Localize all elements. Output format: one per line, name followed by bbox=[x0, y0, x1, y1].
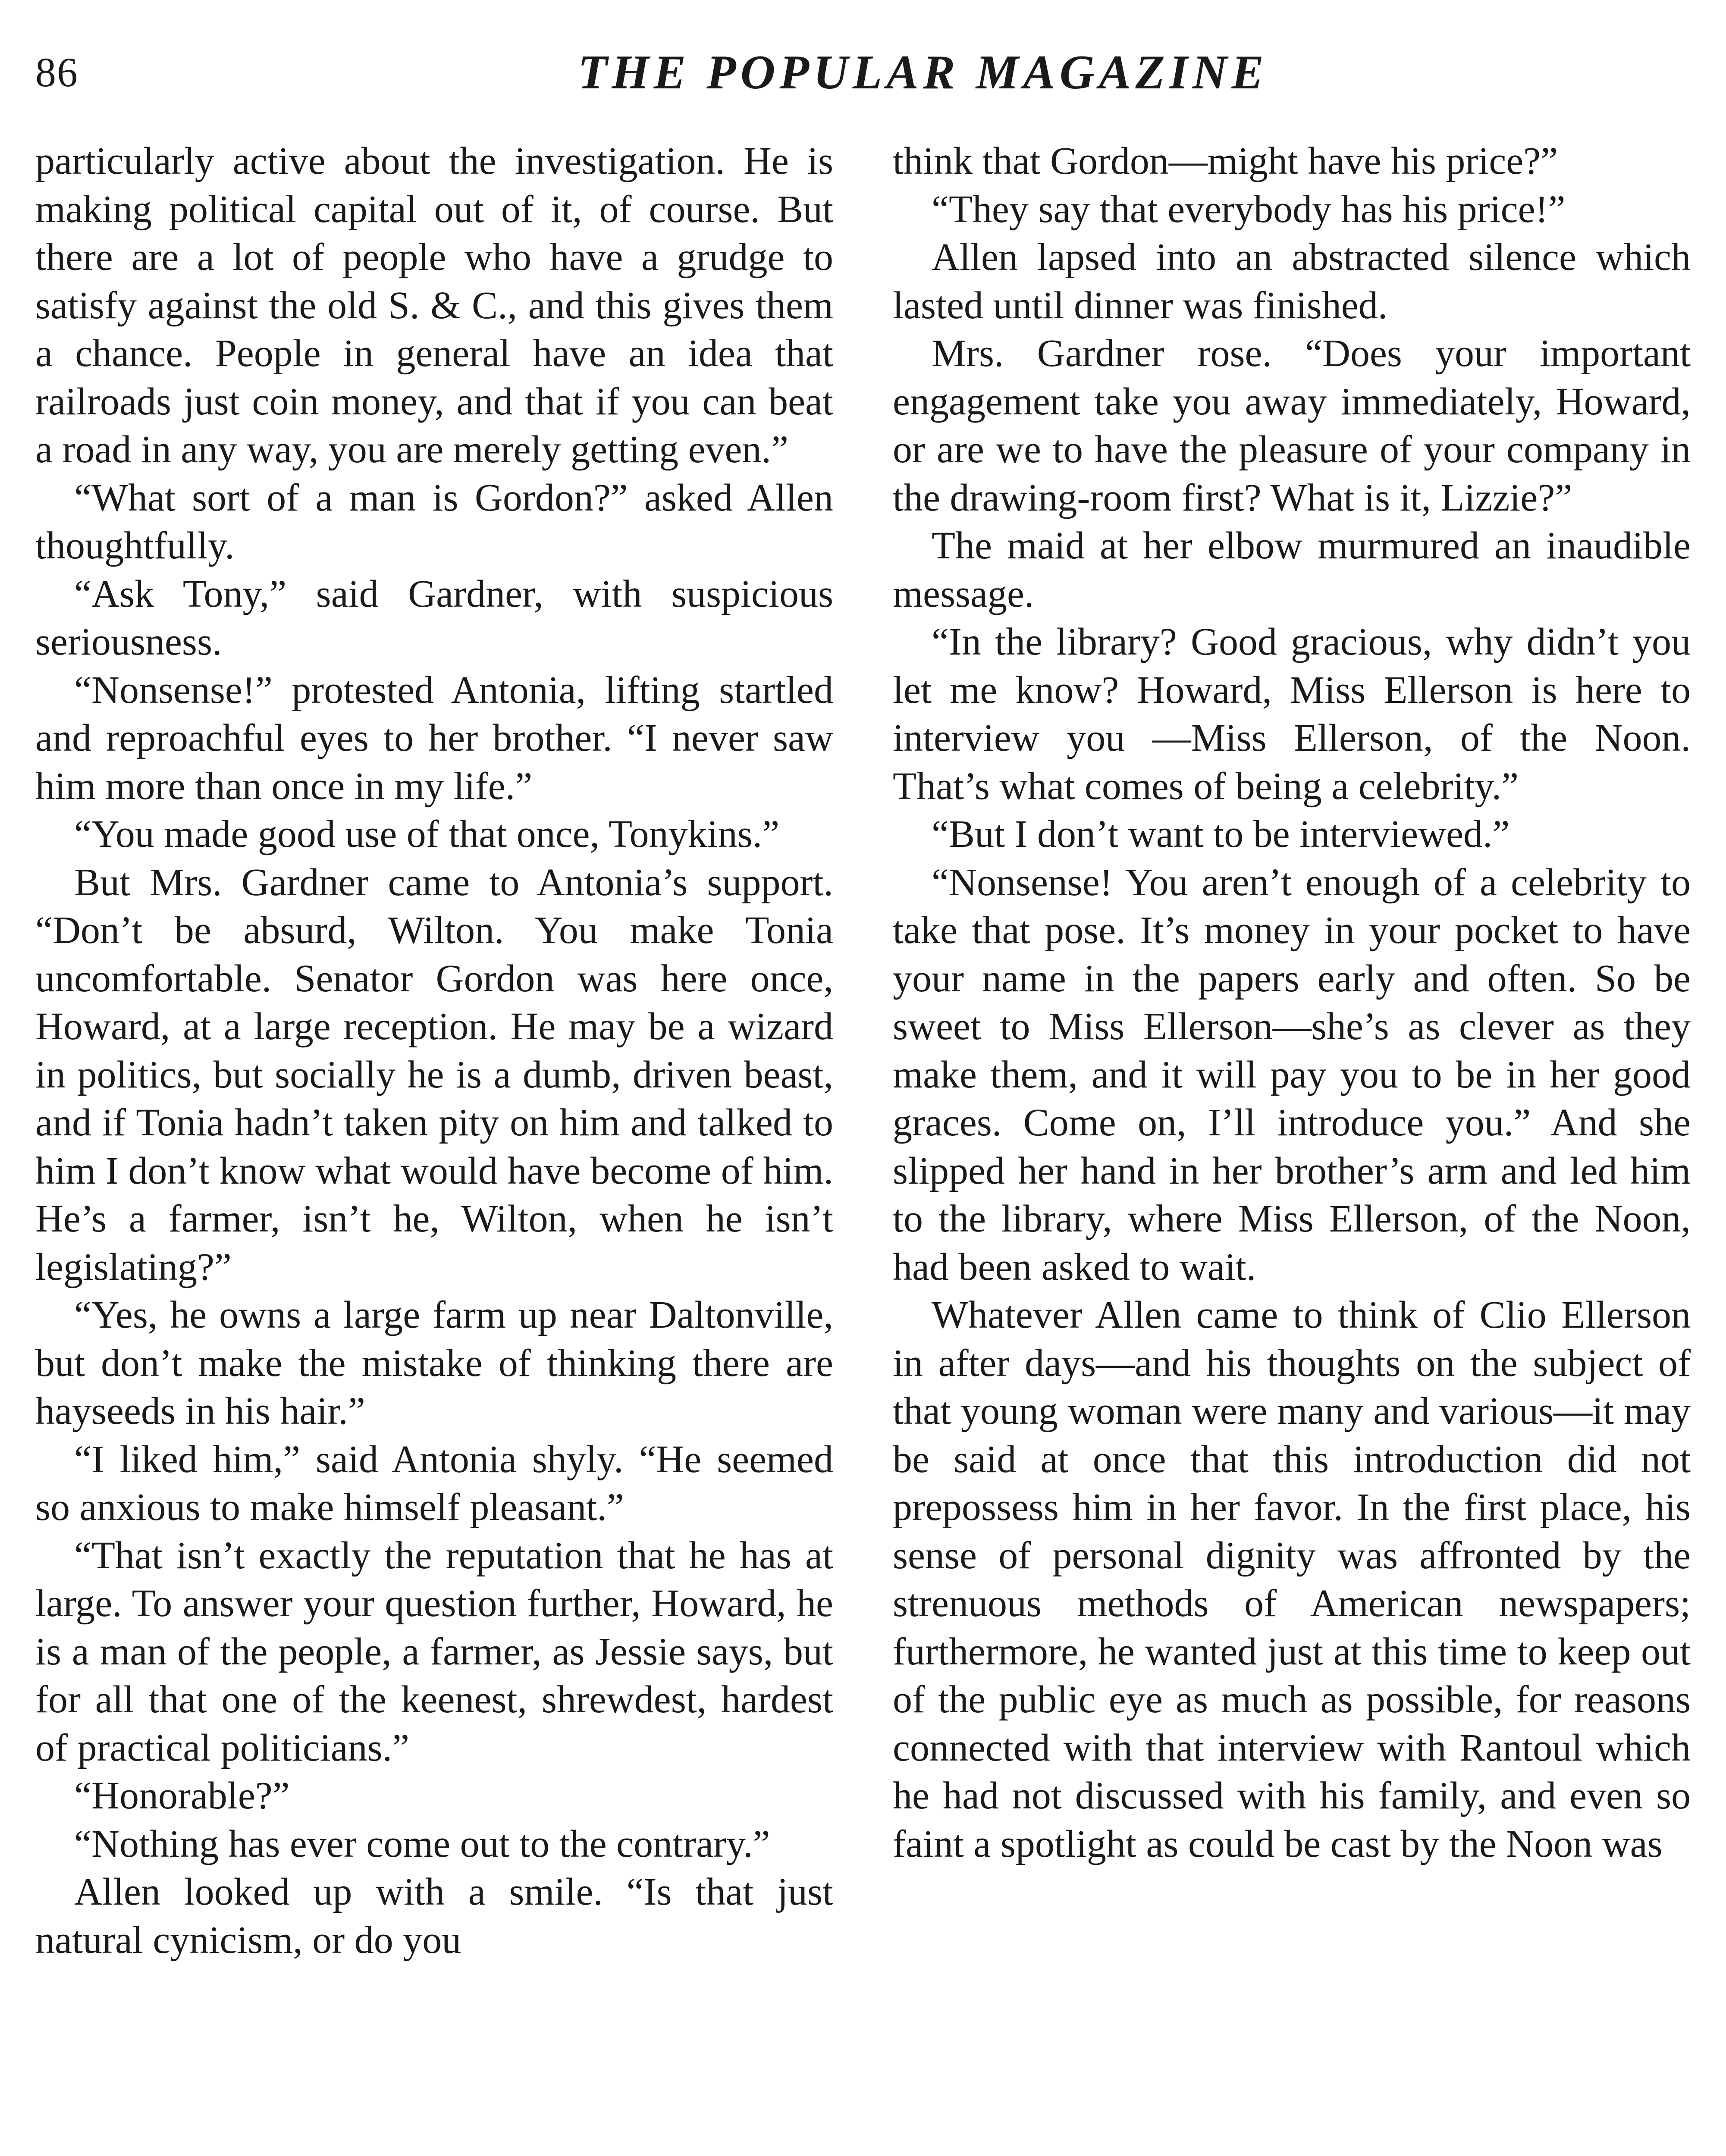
paragraph: Mrs. Gardner rose. “Does your important engagement take you away immediately, Howard, or are we to have the pleasure of your company in the drawing-room first? What is it, Lizzie?” bbox=[893, 332, 1691, 519]
paragraph: “You made good use of that once, Tonykins.” bbox=[74, 813, 780, 856]
paragraph: Allen looked up with a smile. “Is that just natural cynicism, or do you bbox=[35, 1871, 833, 1962]
paragraph: “In the library? Good gracious, why didn’t you let me know? Howard, Miss Ellerson is here to interview you —Miss Ellerson, of the Noon. That’s what comes of being a celebrity.” bbox=[893, 620, 1691, 808]
paragraph: “Nothing has ever come out to the contrary.” bbox=[74, 1822, 770, 1865]
paragraph: “Nonsense! You aren’t enough of a celebrity to take that pose. It’s money in your pocket to have your name in the papers early and often. So be sweet to Miss Ellerson—she’s as clever as they make them, and it will pay you to be in her good graces. Come on, I’ll introduce you.” And she slipped her hand in her brother’s arm and led him to the library, where Miss Ellerson, of the Noon, had been asked to wait. bbox=[893, 861, 1691, 1288]
paragraph: The maid at her elbow murmured an inaudible message. bbox=[893, 524, 1691, 615]
page-number: 86 bbox=[35, 49, 78, 95]
paragraph: “They say that everybody has his price!” bbox=[932, 188, 1566, 231]
paragraph: “Honorable?” bbox=[74, 1774, 290, 1817]
paragraph: Whatever Allen came to think of Clio Ellerson in after days—and his thoughts on the subject of that young woman were many and various—it may be said at once that this introduction did not prepossess him in her favor. In the first place, his sense of personal dignity was affronted by the strenuous methods of American newspapers; furthermore, he wanted just at this time to keep out of the public eye as much as possible, for reasons connected with that interview with Rantoul which he had not discussed with his family, and even so faint a spotlight as could be cast by the Noon was bbox=[893, 1294, 1691, 1865]
paragraph: think that Gordon—might have his price?” bbox=[893, 140, 1558, 182]
paragraph: “I liked him,” said Antonia shyly. “He seemed so anxious to make himself pleasant.” bbox=[35, 1438, 833, 1529]
running-head: THE POPULAR MAGAZINE bbox=[577, 46, 1268, 99]
paragraph: “But I don’t want to be interviewed.” bbox=[932, 813, 1510, 856]
paragraph: “Nonsense!” protested Antonia, lifting startled and reproachful eyes to her brother. “I never saw him more than once in my life.” bbox=[35, 668, 833, 808]
paragraph: But Mrs. Gardner came to Antonia’s support. “Don’t be absurd, Wilton. You make Tonia uncomfortable. Senator Gordon was here once, Howard, at a large reception. He may be a wizard in politics, but socially he is a dumb, driven beast, and if Tonia hadn’t taken pity on him and talked to him I don’t know what would have become of him. He’s a farmer, isn’t he, Wilton, when he isn’t legislating?” bbox=[35, 861, 833, 1288]
paragraph: Allen lapsed into an abstracted silence which lasted until dinner was finished. bbox=[893, 236, 1691, 327]
left-column bbox=[35, 137, 833, 1964]
paragraph: “Yes, he owns a large farm up near Daltonville, but don’t make the mistake of thinking there are hayseeds in his hair.” bbox=[35, 1294, 833, 1432]
right-column bbox=[893, 137, 1691, 1868]
paragraph: “Ask Tony,” said Gardner, with suspicious seriousness. bbox=[35, 572, 833, 663]
paragraph: “What sort of a man is Gordon?” asked Allen thoughtfully. bbox=[35, 476, 833, 567]
paragraph: particularly active about the investigation. He is making political capital out of it, of course. But there are a lot of people who have a grudge to satisfy against the old S. & C., and this gives them a chance. People in general have an idea that railroads just coin money, and that if you can beat a road in any way, you are merely getting even.” bbox=[35, 140, 833, 471]
paragraph: “That isn’t exactly the reputation that he has at large. To answer your question further, Howard, he is a man of the people, a farmer, as Jessie says, but for all that one of the keenest, shrewdest, hardest of practical politicians.” bbox=[35, 1534, 833, 1769]
